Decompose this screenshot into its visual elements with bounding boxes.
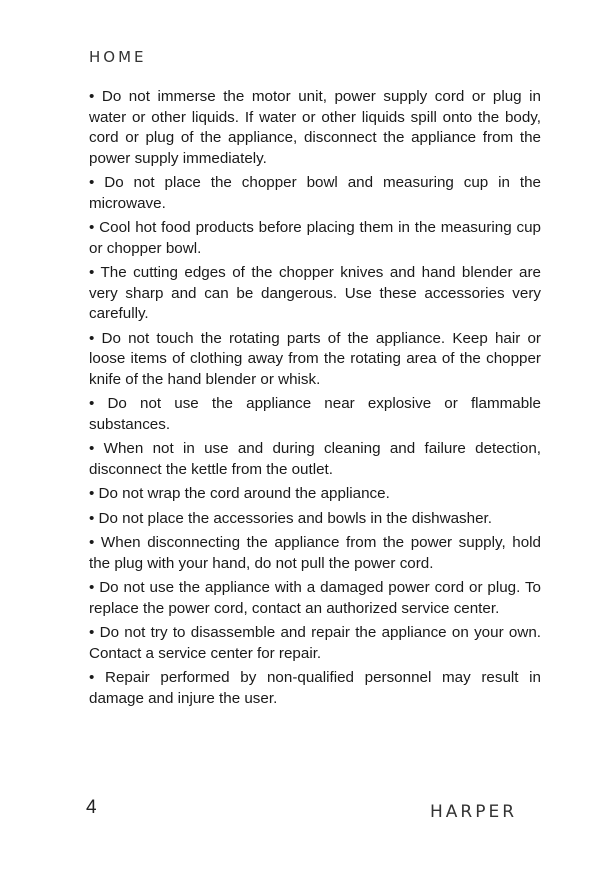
home-logo: HOME	[89, 48, 147, 66]
list-item: • Do not use the appliance near explosive or flammable substances.	[89, 395, 541, 433]
list-item: • Do not use the appliance with a damaged power cord or plug. To replace the power cord, contact an authorized service center.	[89, 579, 541, 617]
list-item: • When disconnecting the appliance from the power supply, hold the plug with your hand, do not pull the power cord.	[89, 534, 541, 572]
list-item: • The cutting edges of the chopper knives and hand blender are very sharp and can be dangerous. Use these accessories very carefully.	[89, 264, 541, 322]
list-item: • Do not try to disassemble and repair the appliance on your own. Contact a service center for repair.	[89, 624, 541, 662]
list-item: • Cool hot food products before placing them in the measuring cup or chopper bowl.	[89, 219, 541, 257]
list-item: • Do not touch the rotating parts of the appliance. Keep hair or loose items of clothing away from the rotating area of the chopper knife of the hand blender or whisk.	[89, 329, 541, 388]
list-item: • Repair performed by non-qualified personnel may result in damage and injure the user.	[89, 669, 541, 707]
list-item: • Do not place the accessories and bowls in the dishwasher.	[89, 509, 492, 527]
list-item: • Do not place the chopper bowl and measuring cup in the microwave.	[89, 174, 541, 212]
brand-logo: HARPER	[430, 802, 518, 822]
safety-instructions	[89, 87, 541, 713]
list-item: • Do not immerse the motor unit, power supply cord or plug in water or other liquids. If water or other liquids spill onto the body, cord or plug of the appliance, disconnect the appliance from the power supply immediately.	[89, 88, 541, 167]
list-item: • When not in use and during cleaning and failure detection, disconnect the kettle from the outlet.	[89, 440, 541, 478]
list-item: • Do not wrap the cord around the appliance.	[89, 485, 390, 502]
page-number: 4	[86, 797, 97, 818]
